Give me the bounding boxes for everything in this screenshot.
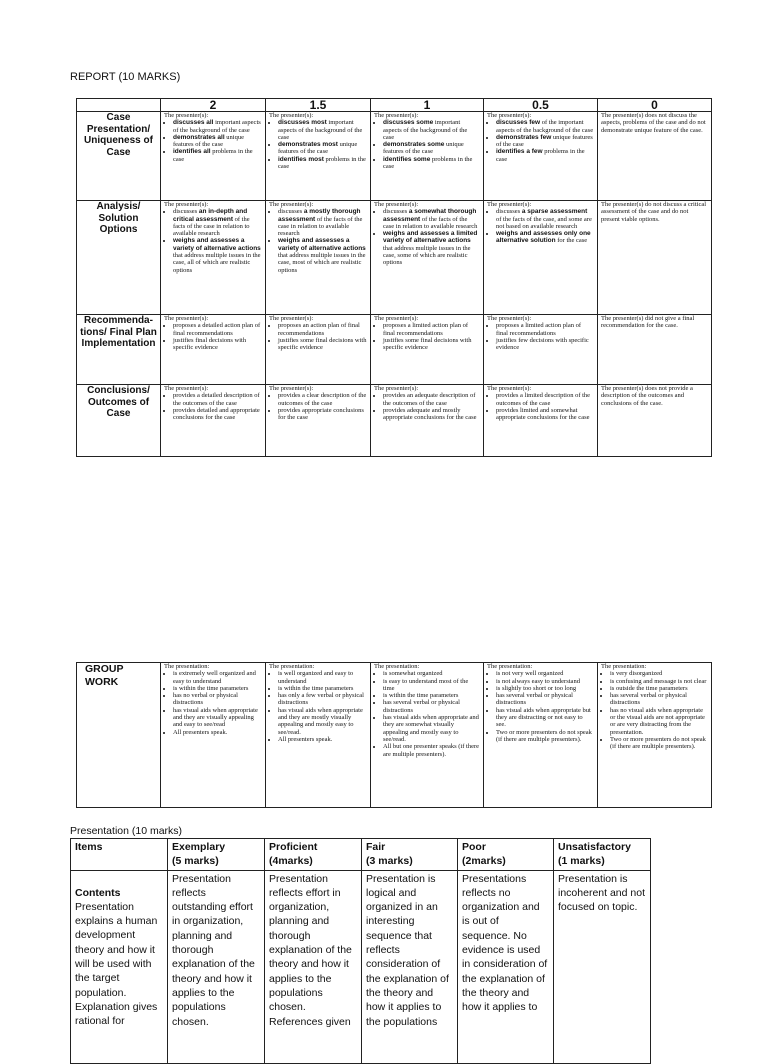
criteria-item: • discusses a sparse assessment of the facts of the case, and some are not based on available research — [496, 208, 594, 230]
criteria-item: • proposes a limited action plan of final recommendations — [496, 322, 594, 337]
score-header: 2 — [161, 99, 266, 112]
criteria-list — [164, 119, 262, 163]
cell-intro: The presentation: — [269, 663, 315, 670]
criteria-item: • is not very well organized — [496, 670, 594, 677]
cell-intro: The presenter(s): — [374, 385, 419, 392]
contents-item-cell — [71, 870, 168, 1063]
criteria-item: • is easy to understand most of the time — [383, 678, 480, 693]
emphasis: weighs and assesses a variety of alternative actions — [278, 237, 366, 252]
criteria-item: • demonstrates some unique features of the case — [383, 141, 480, 156]
cell-intro: The presenter(s): — [374, 112, 419, 119]
criteria-item: • is confusing and message is not clear — [610, 678, 708, 685]
criteria-item: • has visual aids when appropriate but they are distracting or not easy to see. — [496, 707, 594, 729]
criteria-item: • All presenters speak. — [278, 736, 367, 743]
criteria-item: • has only a few verbal or physical distractions — [278, 692, 367, 707]
criteria-item: • identifies a few problems in the case — [496, 148, 594, 163]
rubric-cell — [266, 385, 371, 457]
criteria-item: • demonstrates few unique features of the case — [496, 134, 594, 149]
emphasis: identifies a few — [496, 148, 543, 156]
cell-content — [374, 201, 480, 267]
criteria-list — [164, 322, 262, 351]
contents-title: Contents — [75, 886, 121, 899]
cell-content — [487, 315, 594, 351]
criteria-item: • is well organized and easy to understand — [278, 670, 367, 685]
criteria-item: • justifies few decisions with specific evidence — [496, 337, 594, 352]
cell-content — [601, 112, 708, 134]
criterion-label: Recommenda-tions/ Final Plan Implementation — [77, 315, 161, 385]
criteria-item: • identifies all problems in the case — [173, 148, 262, 163]
rubric-cell — [371, 315, 484, 385]
criteria-item: • justifies some final decisions with specific evidence — [383, 337, 480, 352]
criterion-label: Analysis/ Solution Options — [77, 201, 161, 315]
column-header — [458, 839, 554, 871]
group-work-row — [77, 663, 712, 808]
criteria-item: • is slightly too short or too long — [496, 685, 594, 692]
criteria-list — [269, 119, 367, 170]
cell-intro: The presentation: — [164, 663, 210, 670]
criterion-label: Case Presentation/ Uniqueness of Case — [77, 112, 161, 201]
criteria-list — [374, 119, 480, 170]
cell-intro: The presenter(s): — [164, 112, 209, 119]
cell-intro: The presentation: — [601, 663, 647, 670]
rubric-cell — [161, 315, 266, 385]
level-description-cell: Presentation is logical and organized in an interesting sequence that reflects consideration of the explanation of the theory and how it applies to the populations — [362, 870, 458, 1063]
rubric-cell — [371, 385, 484, 457]
criteria-list — [269, 670, 367, 743]
criteria-list — [164, 392, 262, 421]
cell-content — [164, 385, 262, 421]
criteria-item: • provides a limited description of the outcomes of the case — [496, 392, 594, 407]
criteria-list — [487, 392, 594, 421]
criterion-label: GROUP WORK — [77, 663, 161, 808]
column-header-label: Poor — [462, 841, 486, 853]
criteria-item: • demonstrates all unique features of the case — [173, 134, 262, 149]
criteria-item: • weighs and assesses a limited variety of alternative actions that address multiple issues in the case, some of which are realistic options — [383, 230, 480, 266]
criteria-list — [374, 670, 480, 758]
cell-intro: The presenter(s) did not give a final recommendation for the case. — [601, 315, 695, 330]
criteria-item: • is within the time parameters — [278, 685, 367, 692]
criteria-item: • proposes a limited action plan of final recommendations — [383, 322, 480, 337]
criteria-list — [164, 670, 262, 736]
criteria-list — [601, 670, 708, 750]
criteria-item: • demonstrates most unique features of the case — [278, 141, 367, 156]
presentation-rubric-table — [70, 838, 651, 1064]
cell-content — [269, 112, 367, 170]
emphasis: weighs and assesses only one alternative solution — [496, 230, 591, 245]
emphasis: identifies all — [173, 148, 211, 156]
criteria-list — [487, 670, 594, 743]
cell-intro: The presenter(s): — [487, 385, 532, 392]
rubric-cell — [598, 663, 712, 808]
criteria-item: • All but one presenter speaks (if there are multiple presenters). — [383, 743, 480, 758]
rubric-cell — [484, 201, 598, 315]
cell-intro: The presenter(s): — [269, 385, 314, 392]
column-header-marks: (4marks) — [269, 855, 313, 868]
cell-intro: The presenter(s): — [164, 385, 209, 392]
criteria-item: • has several verbal or physical distractions — [496, 692, 594, 707]
criteria-item: • discusses most important aspects of the background of the case — [278, 119, 367, 141]
cell-intro: The presenter(s): — [269, 315, 314, 322]
criteria-item: • is extremely well organized and easy to understand — [173, 670, 262, 685]
rubric-cell — [161, 663, 266, 808]
rubric-cell — [598, 385, 712, 457]
criteria-item: • Two or more presenters do not speak (if there are multiple presenters). — [496, 729, 594, 744]
cell-intro: The presenter(s): — [269, 201, 314, 208]
emphasis: weighs and assesses a limited variety of alternative actions — [383, 230, 478, 245]
criteria-list — [269, 208, 367, 274]
rubric-cell — [266, 112, 371, 201]
cell-content — [487, 112, 594, 163]
criteria-list — [374, 392, 480, 421]
criteria-item: • has several verbal or physical distractions — [610, 692, 708, 707]
rubric-cell — [598, 315, 712, 385]
criteria-item: • discusses some important aspects of the background of the case — [383, 119, 480, 141]
criteria-item: • has visual aids when appropriate and they are mostly visually appealing and mostly easy to see/read. — [278, 707, 367, 736]
score-header-row — [77, 99, 712, 112]
criteria-item: • has no verbal or physical distractions — [173, 692, 262, 707]
cell-content — [269, 315, 367, 351]
criteria-item: • is within the time parameters — [173, 685, 262, 692]
criteria-item: • is not always easy to understand — [496, 678, 594, 685]
emphasis: a sparse assessment — [521, 208, 588, 216]
cell-content — [164, 315, 262, 351]
criteria-item: • justifies final decisions with specific evidence — [173, 337, 262, 352]
cell-intro: The presenter(s): — [487, 201, 532, 208]
column-header-marks: (2marks) — [462, 855, 506, 868]
column-header — [265, 839, 362, 871]
emphasis: an in-depth and critical assessment — [173, 208, 248, 223]
score-header: 1.5 — [266, 99, 371, 112]
criteria-item: • discusses few of the important aspects of the background of the case — [496, 119, 594, 134]
criteria-item: • discusses an in-depth and critical assessment of the facts of the case in relation to available research — [173, 208, 262, 237]
cell-intro: The presenter(s): — [374, 315, 419, 322]
criterion-label: Conclusions/ Outcomes of Case — [77, 385, 161, 457]
criterion-header-cell — [77, 99, 161, 112]
criteria-item: • proposes a detailed action plan of final recommendations — [173, 322, 262, 337]
cell-content — [164, 201, 262, 274]
rubric-cell — [371, 663, 484, 808]
criteria-item: • discusses a mostly thorough assessment of the facts of the case in relation to available research — [278, 208, 367, 237]
rubric-row — [77, 112, 712, 201]
score-header: 0.5 — [484, 99, 598, 112]
cell-content — [374, 385, 480, 421]
criteria-item: • justifies some final decisions with specific evidence — [278, 337, 367, 352]
cell-intro: The presenter(s): — [374, 201, 419, 208]
criteria-list — [374, 322, 480, 351]
column-header-label: Unsatisfactory — [558, 841, 631, 853]
rubric-cell — [161, 385, 266, 457]
criteria-item: • proposes an action plan of final recommendations — [278, 322, 367, 337]
cell-content — [601, 385, 708, 407]
cell-content — [487, 385, 594, 421]
emphasis: discusses most — [278, 119, 327, 127]
cell-content — [487, 663, 594, 743]
level-description-cell: Presentations reflects no organization and is out of sequence. No evidence is used in consideration of the explanation of the theory and how it applies to — [458, 870, 554, 1063]
level-description-cell: Presentation reflects effort in organization, planning and thorough explanation of the theory and how it applies to the populations chosen. References given — [265, 870, 362, 1063]
rubric-cell — [484, 663, 598, 808]
criteria-item: • provides limited and somewhat appropriate conclusions for the case — [496, 407, 594, 422]
emphasis: a somewhat thorough assessment — [383, 208, 477, 223]
level-description-cell: Presentation is incoherent and not focused on topic. — [554, 870, 651, 1063]
cell-intro: The presenter(s) does not provide a description of the outcomes and conclusions of the case. — [601, 385, 693, 407]
cell-intro: The presenter(s): — [269, 112, 314, 119]
emphasis: identifies some — [383, 155, 431, 163]
criteria-list — [487, 208, 594, 244]
report-heading: REPORT (10 MARKS) — [70, 71, 181, 83]
emphasis: a mostly thorough assessment — [278, 208, 361, 223]
criteria-item: • has several verbal or physical distractions — [383, 699, 480, 714]
column-header-marks: (3 marks) — [366, 855, 413, 868]
cell-content — [601, 663, 708, 751]
criteria-item: • has visual aids when appropriate and they are visually appealing and easy to see/read — [173, 707, 262, 729]
column-header-label: Fair — [366, 841, 386, 853]
cell-content — [374, 112, 480, 170]
rubric-row — [77, 385, 712, 457]
criteria-item: • discusses all important aspects of the background of the case — [173, 119, 262, 134]
column-header — [168, 839, 265, 871]
emphasis: demonstrates some — [383, 141, 445, 149]
criteria-item: • is somewhat organized — [383, 670, 480, 677]
score-header: 0 — [598, 99, 712, 112]
emphasis: identifies most — [278, 155, 324, 163]
cell-content — [164, 112, 262, 163]
criteria-item: • has no visual aids when appropriate or the visual aids are not appropriate or are very distracting from the presentation. — [610, 707, 708, 736]
rubric-cell — [484, 385, 598, 457]
criteria-item: • is very disorganized — [610, 670, 708, 677]
criteria-item: • weighs and assesses only one alternative solution for the case — [496, 230, 594, 245]
column-header-label: Items — [75, 841, 103, 853]
column-header-label: Proficient — [269, 841, 318, 853]
cell-intro: The presenter(s): — [164, 315, 209, 322]
criteria-list — [269, 392, 367, 421]
criteria-item: • All presenters speak. — [173, 729, 262, 736]
criteria-item: • is outside the time parameters — [610, 685, 708, 692]
rubric-cell — [371, 201, 484, 315]
criteria-item: • provides a detailed description of the outcomes of the case — [173, 392, 262, 407]
rubric-cell — [266, 315, 371, 385]
cell-intro: The presenter(s): — [487, 315, 532, 322]
cell-content — [601, 315, 708, 330]
rubric-cell — [266, 663, 371, 808]
column-header-label: Exemplary — [172, 841, 226, 853]
contents-row — [71, 870, 651, 1063]
rubric-row — [77, 201, 712, 315]
rubric-cell — [161, 201, 266, 315]
presentation-heading: Presentation (10 marks) — [70, 825, 183, 837]
group-work-rubric-table — [76, 662, 712, 808]
column-header-marks: (5 marks) — [172, 855, 219, 868]
cell-content — [269, 385, 367, 421]
cell-intro: The presenter(s) do not discuss a critical assessment of the case and do not present viable options. — [601, 201, 707, 223]
criteria-item: • provides a clear description of the outcomes of the case — [278, 392, 367, 407]
cell-content — [164, 663, 262, 736]
column-header — [362, 839, 458, 871]
cell-intro: The presenter(s): — [164, 201, 209, 208]
cell-content — [374, 663, 480, 758]
criteria-item: • weighs and assesses a variety of alternative actions that address multiple issues in the case, all of which are realistic options — [173, 237, 262, 273]
rubric-cell — [266, 201, 371, 315]
criteria-item: • weighs and assesses a variety of alternative actions that address multiple issues in the case, most of which are realistic options — [278, 237, 367, 273]
emphasis: demonstrates all — [173, 133, 225, 141]
criteria-item: • provides adequate and mostly appropriate conclusions for the case — [383, 407, 480, 422]
column-header — [554, 839, 651, 871]
criteria-list — [487, 322, 594, 351]
criteria-item: • discusses a somewhat thorough assessment of the facts of the case in relation to available research — [383, 208, 480, 230]
column-header — [71, 839, 168, 871]
rubric-cell — [161, 112, 266, 201]
emphasis: demonstrates most — [278, 141, 338, 149]
rubric-cell — [484, 112, 598, 201]
rubric-cell — [484, 315, 598, 385]
criteria-item: • Two or more presenters do not speak (if there are multiple presenters). — [610, 736, 708, 751]
level-description-cell: Presentation reflects outstanding effort in organization, planning and thorough explanation of the theory and how it applies to the populations chosen. — [168, 870, 265, 1063]
criteria-item: • is within the time parameters — [383, 692, 480, 699]
criteria-item: • identifies most problems in the case — [278, 156, 367, 171]
report-rubric-table — [76, 98, 712, 457]
emphasis: weighs and assesses a variety of alternative actions — [173, 237, 261, 252]
cell-intro: The presenter(s): — [487, 112, 532, 119]
criteria-item: • provides an adequate description of the outcomes of the case — [383, 392, 480, 407]
score-header: 1 — [371, 99, 484, 112]
contents-description: Presentation explains a human development theory and how it will be used with the target population. Explanation gives rational for — [75, 900, 158, 1028]
criteria-item: • provides detailed and appropriate conclusions for the case — [173, 407, 262, 422]
cell-intro: The presentation: — [487, 663, 533, 670]
criteria-list — [269, 322, 367, 351]
emphasis: discusses few — [496, 119, 541, 127]
criteria-item: • identifies some problems in the case — [383, 156, 480, 171]
emphasis: discusses some — [383, 119, 434, 127]
criteria-list — [164, 208, 262, 274]
emphasis: discusses all — [173, 119, 214, 127]
criteria-list — [487, 119, 594, 163]
rubric-row — [77, 315, 712, 385]
criteria-item: • has visual aids when appropriate and they are somewhat visually appealing and mostly easy to see/read. — [383, 714, 480, 743]
cell-content — [374, 315, 480, 351]
presentation-header-row — [71, 839, 651, 871]
rubric-cell — [598, 112, 712, 201]
cell-content — [487, 201, 594, 245]
cell-intro: The presenter(s) does not discuss the aspects, problems of the case and do not demonstrate unique feature of the case. — [601, 112, 706, 134]
rubric-cell — [598, 201, 712, 315]
cell-content — [269, 663, 367, 743]
column-header-marks: (1 marks) — [558, 855, 605, 868]
cell-intro: The presentation: — [374, 663, 420, 670]
criteria-item: • provides appropriate conclusions for the case — [278, 407, 367, 422]
criteria-list — [374, 208, 480, 266]
cell-content — [269, 201, 367, 274]
cell-content — [601, 201, 708, 223]
rubric-cell — [371, 112, 484, 201]
emphasis: demonstrates few — [496, 133, 552, 141]
